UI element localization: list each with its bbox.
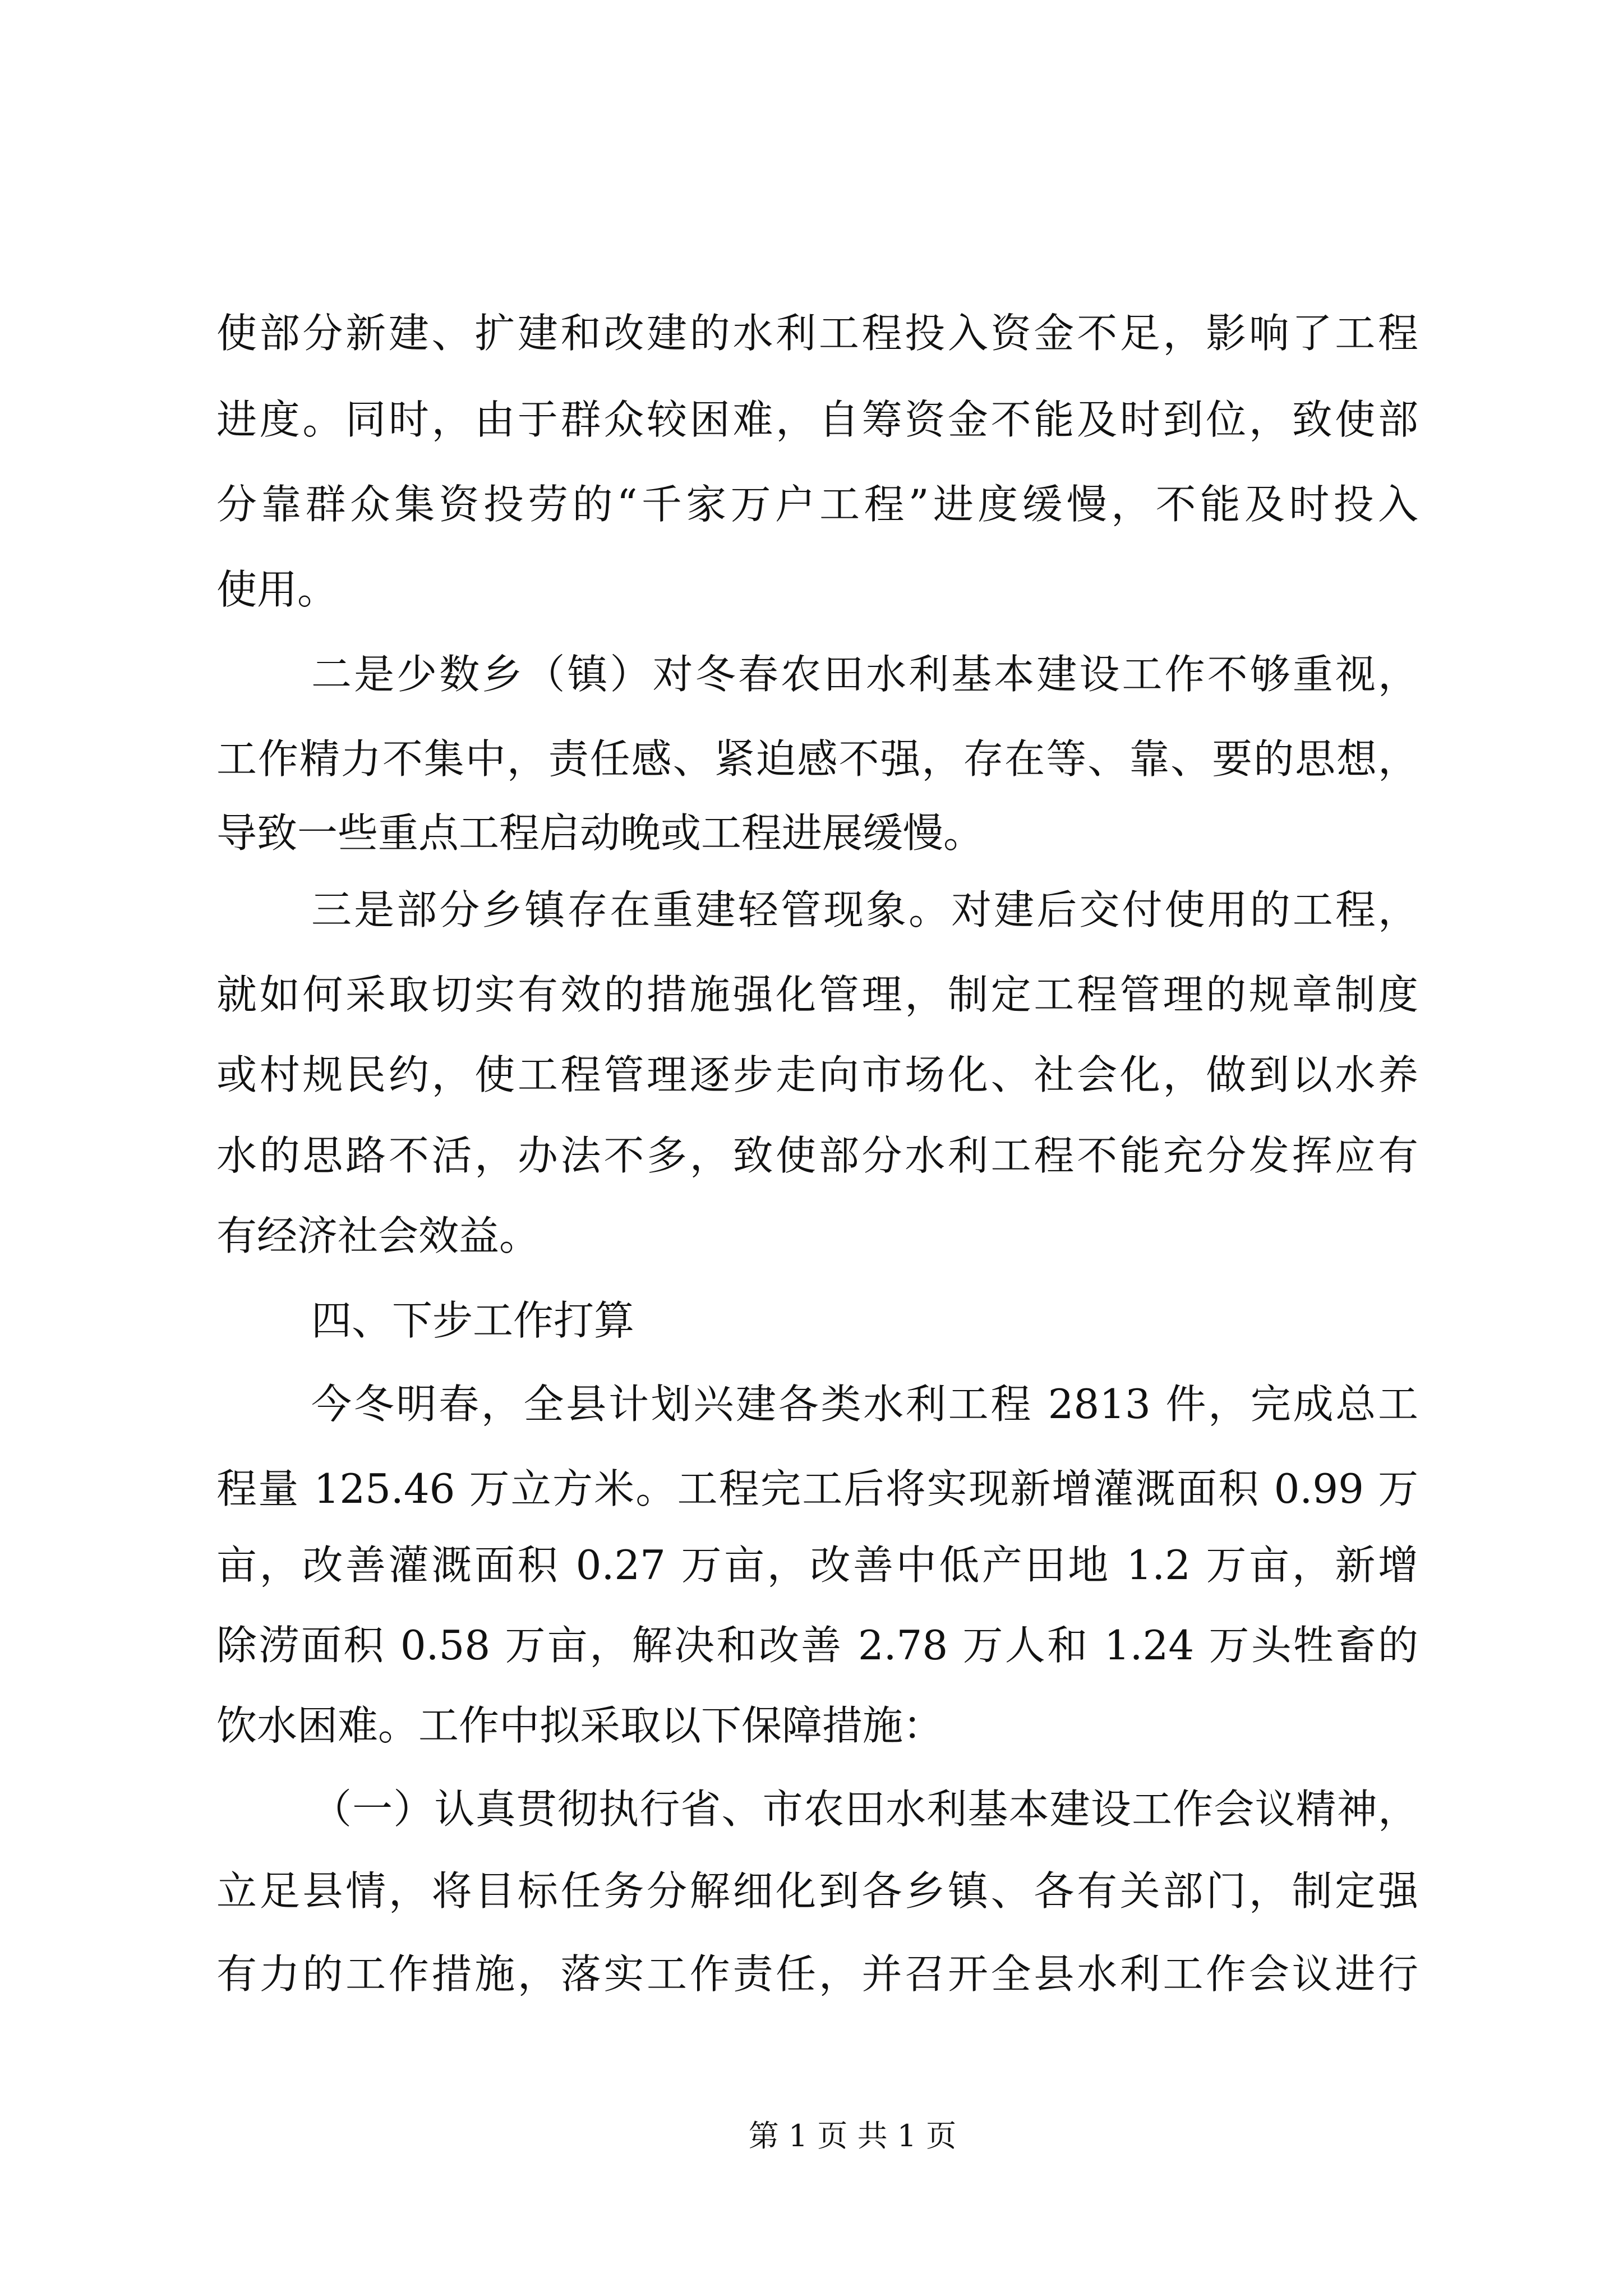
text-line: 今冬明春，全县计划兴建各类水利工程 2813 件，完成总工 (311, 1381, 1418, 1428)
text-line: 二是少数乡（镇）对冬春农田水利基本建设工作不够重视， (311, 651, 1418, 698)
page-footer: 第 1 页 共 1 页 (748, 2118, 957, 2154)
text-line: 就如何采取切实有效的措施强化管理，制定工程管理的规章制度 (216, 971, 1418, 1018)
text-line: 三是部分乡镇存在重建轻管现象。对建后交付使用的工程， (311, 886, 1418, 933)
text-line: 除涝面积 0.58 万亩，解决和改善 2.78 万人和 1.24 万头牲畜的 (216, 1622, 1418, 1669)
text-line: 程量 125.46 万立方米。工程完工后将实现新增灌溉面积 0.99 万 (216, 1465, 1418, 1512)
text-line: 工作精力不集中，责任感、紧迫感不强，存在等、靠、要的思想， (216, 735, 1418, 783)
text-line: 有经济社会效益。 (216, 1212, 540, 1259)
text-line: 进度。同时，由于群众较困难，自筹资金不能及时到位，致使部 (216, 396, 1418, 443)
text-line: 使部分新建、扩建和改建的水利工程投入资金不足，影响了工程 (216, 310, 1418, 357)
text-line: 有力的工作措施，落实工作责任，并召开全县水利工作会议进行 (216, 1950, 1418, 1998)
text-line: 分靠群众集资投劳的“千家万户工程”进度缓慢，不能及时投入 (216, 481, 1418, 528)
text-line: 使用。 (216, 566, 338, 613)
text-line: 立足县情，将目标任务分解细化到各乡镇、各有关部门，制定强 (216, 1867, 1418, 1915)
text-line: 导致一些重点工程启动晚或工程进展缓慢。 (216, 809, 984, 857)
text-line: （一）认真贯彻执行省、市农田水利基本建设工作会议精神， (311, 1786, 1418, 1833)
text-line: 亩，改善灌溉面积 0.27 万亩，改善中低产田地 1.2 万亩，新增 (216, 1542, 1418, 1589)
section-heading: 四、下步工作打算 (311, 1297, 635, 1344)
text-line: 水的思路不活，办法不多，致使部分水利工程不能充分发挥应有 (216, 1132, 1418, 1179)
text-line: 或村规民约，使工程管理逐步走向市场化、社会化，做到以水养 (216, 1051, 1418, 1098)
text-line: 饮水困难。工作中拟采取以下保障措施： (216, 1702, 944, 1749)
